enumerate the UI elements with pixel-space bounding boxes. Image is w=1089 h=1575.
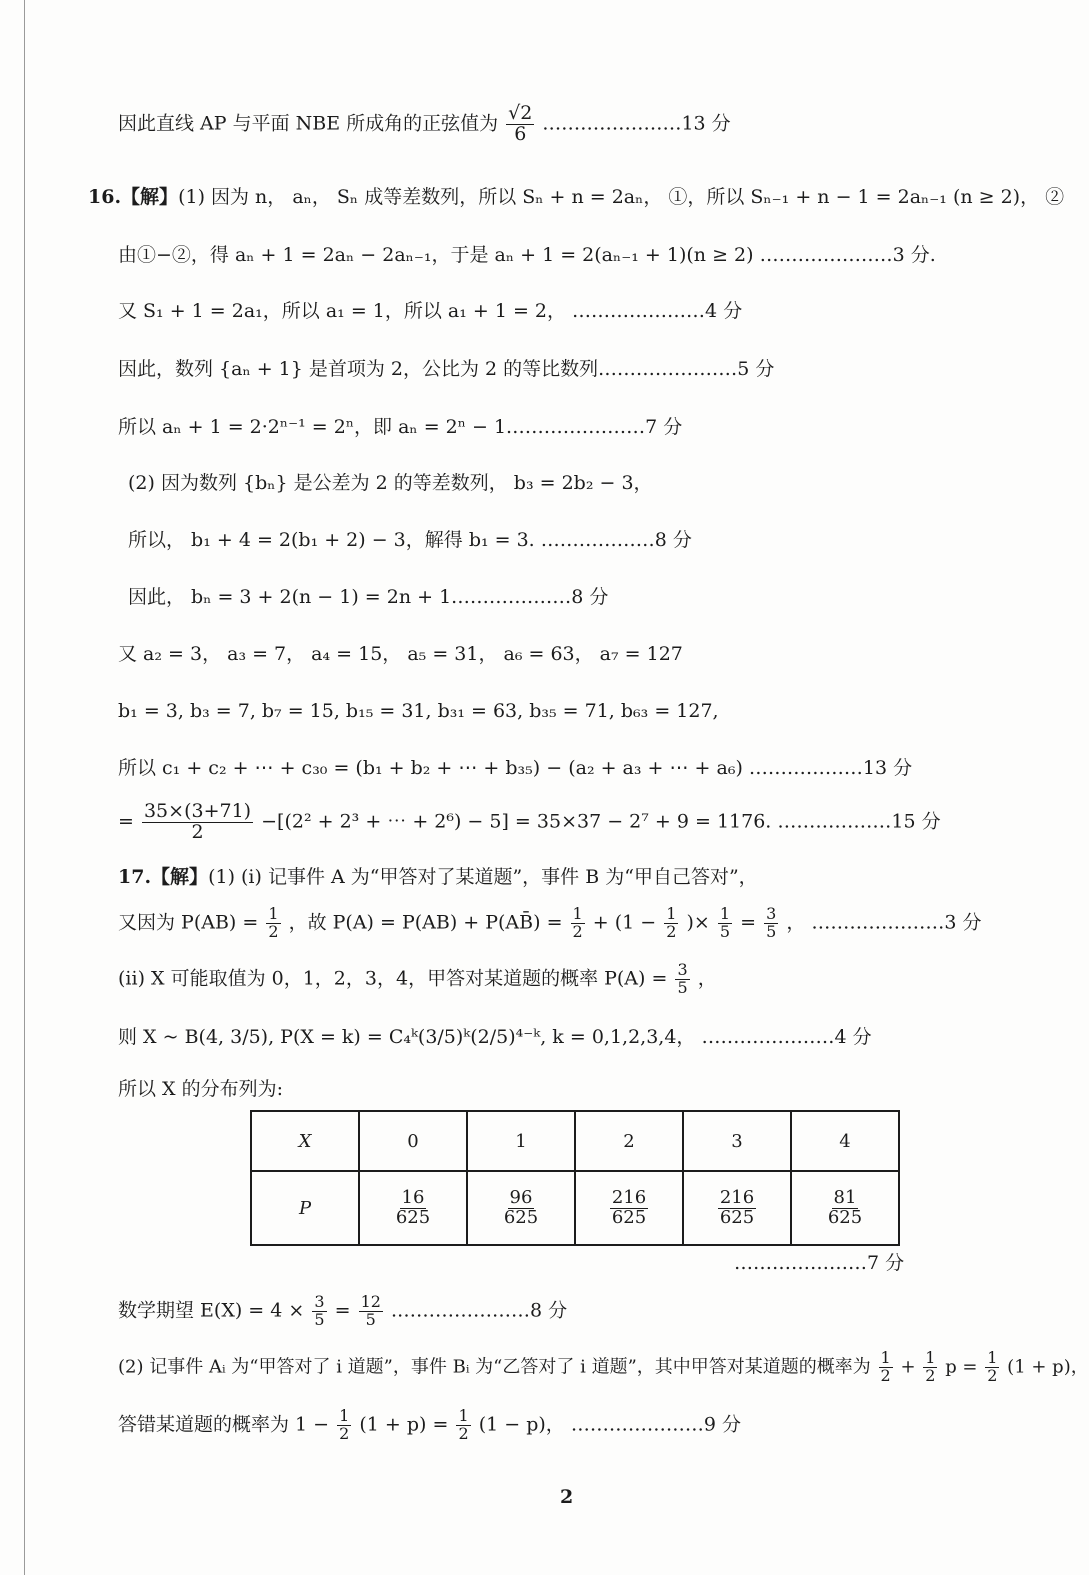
table-cell: 1	[467, 1111, 575, 1171]
table-cell: $\frac{16}{625}$	[359, 1171, 467, 1245]
q16-line-7: 所以， b₁ + 4 = 2(b₁ + 2) − 3，解得 b₁ = 3. ………………8 分	[128, 529, 692, 551]
page-number: 2	[560, 1486, 574, 1508]
table-cell: $\frac{216}{625}$	[683, 1171, 791, 1245]
fraction-sqrt2-over-6: $\frac{√2}{6}$	[508, 102, 533, 145]
table-row	[251, 1111, 899, 1171]
fraction-sum: $\frac{35\times(3+71)}{2}$	[143, 800, 252, 843]
q16-line-3: 又 S₁ + 1 = 2a₁，所以 a₁ = 1，所以 a₁ + 1 = 2， …………………4 分	[118, 300, 743, 322]
q17-line-1: 17.【解】(1) (i) 记事件 A 为“甲答对了某道题”，事件 B 为“甲自己答对”，	[118, 866, 758, 888]
table-cell: 4	[791, 1111, 899, 1171]
left-margin-line	[24, 0, 25, 1575]
q16-line-1: 16.【解】(1) 因为 n， aₙ， Sₙ 成等差数列，所以 Sₙ + n = 2aₙ， ①，所以 Sₙ₋₁ + n − 1 = 2aₙ₋₁ (n ≥ 2)， ②	[88, 186, 1065, 208]
q17-line-6: 数学期望 E(X) = 4 × $\frac{3}{5}$ = $\frac{12}{5}$ .…………………8 分	[118, 1292, 568, 1329]
q17-line-3: (ii) X 可能取值为 0，1，2，3，4，甲答对某道题的概率 P(A) = $\frac{3}{5}$ ，	[118, 960, 717, 997]
table-header-p: P	[251, 1171, 359, 1245]
distribution-table	[250, 1110, 900, 1246]
table-cell: $\frac{96}{625}$	[467, 1171, 575, 1245]
q17-line-8: 答错某道题的概率为 1 − $\frac{1}{2}$ (1 + p) = $\frac{1}{2}$ (1 − p)， …………………9 分	[118, 1406, 741, 1443]
q16-line-2: 由①−②，得 aₙ + 1 = 2aₙ − 2aₙ₋₁，于是 aₙ + 1 = 2(aₙ₋₁ + 1)(n ≥ 2) …………………3 分.	[118, 244, 936, 266]
q17-line-7: (2) 记事件 Aᵢ 为“甲答对了 i 道题”，事件 Bᵢ 为“乙答对了 i 道题”，其中甲答对某道题的概率为 $\frac{1}{2}$ + $\frac{1}{2}$ p = $\frac{1}{2}$ (1 + p)，	[118, 1348, 1089, 1385]
q16-line-8: 因此， bₙ = 3 + 2(n − 1) = 2n + 1.………………8 分	[128, 586, 609, 608]
table-cell: 0	[359, 1111, 467, 1171]
table-header-x: X	[251, 1111, 359, 1171]
q16-line-5: 所以 aₙ + 1 = 2·2ⁿ⁻¹ = 2ⁿ，即 aₙ = 2ⁿ − 1.…………………7 分	[118, 416, 683, 438]
q17-line-2: 又因为 P(AB) = $\frac{1}{2}$ ，故 P(A) = P(AB) + P(AB̄) = $\frac{1}{2}$ + (1 − $\frac{1}{2}$ )× $\frac{1}{5}$ = $\frac{3}{5}$ ， …………………3 分	[118, 904, 982, 941]
q16-line-6: (2) 因为数列 {bₙ} 是公差为 2 的等差数列， b₃ = 2b₂ − 3，	[128, 472, 653, 494]
question-16-label: 16.【解】	[88, 186, 179, 208]
line-1: 因此直线 AP 与平面 NBE 所成角的正弦值为 $\frac{√2}{6}$ .…………………13 分	[118, 102, 731, 145]
q17-line-4: 则 X ~ B(4, 3/5), P(X = k) = C₄ᵏ(3/5)ᵏ(2/5)⁴⁻ᵏ, k = 0,1,2,3,4， …………………4 分	[118, 1026, 872, 1048]
q17-score-7: …………………7 分	[734, 1252, 905, 1274]
table-cell: 2	[575, 1111, 683, 1171]
q16-line-11: 所以 c₁ + c₂ + ⋯ + c₃₀ = (b₁ + b₂ + ⋯ + b₃₅) − (a₂ + a₃ + ⋯ + a₆) ………………13 分	[118, 757, 913, 779]
table-row	[251, 1171, 899, 1245]
q16-line-10: b₁ = 3, b₃ = 7, b₇ = 15, b₁₅ = 31, b₃₁ = 63, b₃₅ = 71, b₆₃ = 127,	[118, 700, 719, 722]
q16-line-4: 因此，数列 {aₙ + 1} 是首项为 2，公比为 2 的等比数列.…………………5 分	[118, 358, 775, 380]
q16-line-12: = $\frac{35\times(3+71)}{2}$ −[(2² + 2³ + ⋯ + 2⁶) − 5] = 35×37 − 2⁷ + 9 = 1176. ………………15 分	[118, 800, 941, 843]
table-cell: $\frac{81}{625}$	[791, 1171, 899, 1245]
table-cell: $\frac{216}{625}$	[575, 1171, 683, 1245]
table-cell: 3	[683, 1111, 791, 1171]
q16-line-9: 又 a₂ = 3， a₃ = 7， a₄ = 15， a₅ = 31， a₆ = 63， a₇ = 127	[118, 643, 683, 665]
q17-line-5: 所以 X 的分布列为:	[118, 1078, 284, 1100]
question-17-label: 17.【解】	[118, 866, 209, 888]
